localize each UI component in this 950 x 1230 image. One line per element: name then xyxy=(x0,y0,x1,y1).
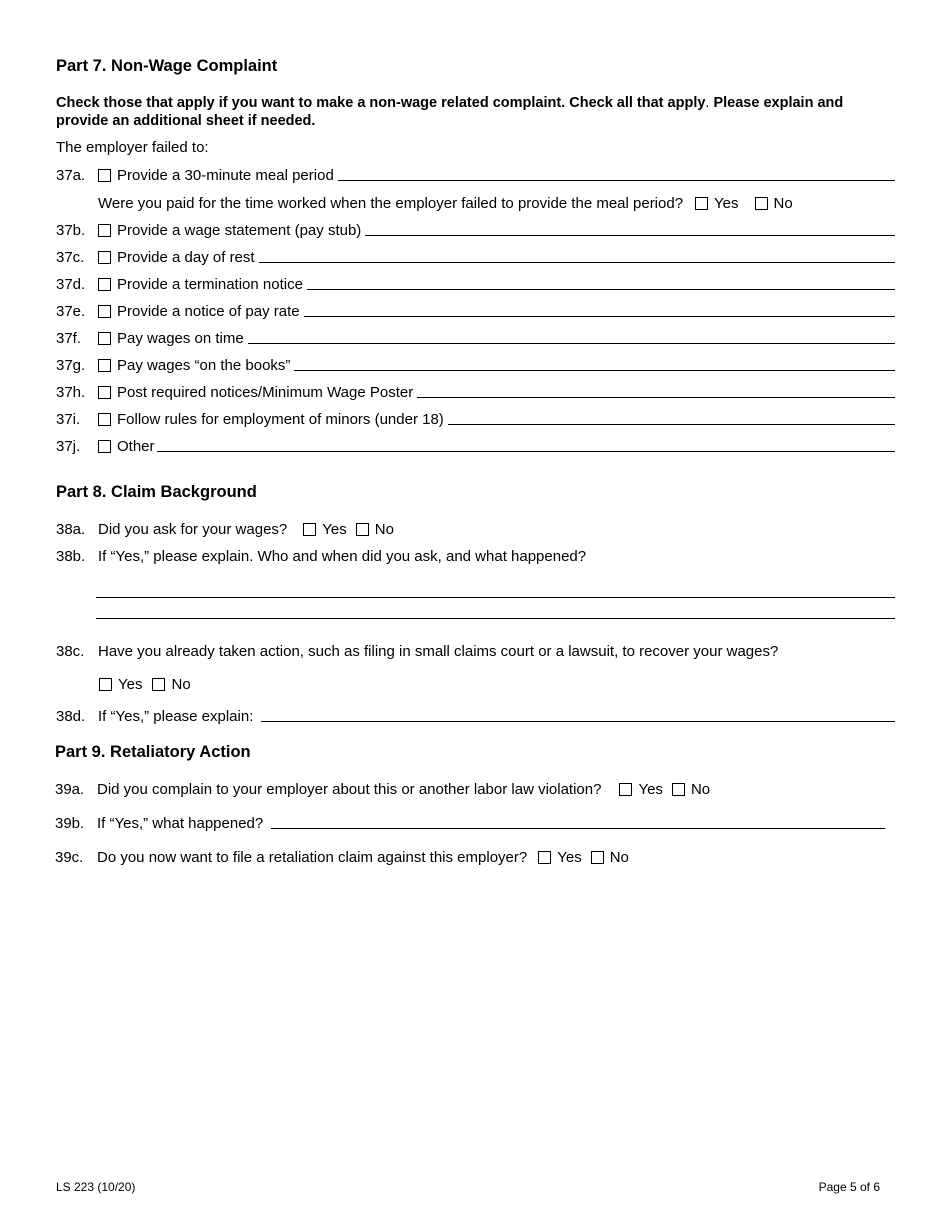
question-number: 38c. xyxy=(56,643,85,660)
question-39c-no[interactable] xyxy=(591,849,629,866)
item-37i-explanation-line[interactable] xyxy=(448,424,895,425)
question-38a-yes[interactable] xyxy=(303,521,346,538)
question-39a-text: Did you complain to your employer about this or another labor law violation? xyxy=(97,781,602,798)
question-38c-no[interactable] xyxy=(152,676,190,693)
question-38d xyxy=(56,705,895,725)
question-39c-yes-checkbox[interactable] xyxy=(538,851,551,864)
item-37h-checkbox[interactable] xyxy=(98,386,111,399)
no-label: No xyxy=(773,195,793,212)
item-number: 37c. xyxy=(56,249,85,266)
item-37e-explanation-line[interactable] xyxy=(304,316,895,317)
item-37e xyxy=(56,300,895,320)
item-37j-explanation-line[interactable] xyxy=(157,451,895,452)
question-38a-no[interactable] xyxy=(356,521,394,538)
item-label: Provide a day of rest xyxy=(117,249,255,266)
item-number: 37i. xyxy=(56,411,81,428)
item-label: Provide a termination notice xyxy=(117,276,303,293)
question-number: 38d. xyxy=(56,708,86,725)
item-label: Pay wages on time xyxy=(117,330,244,347)
item-label: Provide a notice of pay rate xyxy=(117,303,300,320)
item-label: Provide a wage statement (pay stub) xyxy=(117,222,362,239)
item-label: Follow rules for employment of minors (under 18) xyxy=(117,411,444,428)
item-label: Other xyxy=(117,438,155,455)
no-label: No xyxy=(690,781,711,798)
question-38b-answer-line-1[interactable] xyxy=(96,597,895,598)
item-number: 37a. xyxy=(56,167,86,184)
item-number: 37e. xyxy=(56,303,86,320)
item-37g-checkbox[interactable] xyxy=(98,359,111,372)
part7-instructions xyxy=(56,94,896,130)
item-37g-explanation-line[interactable] xyxy=(294,370,895,371)
yes-label: Yes xyxy=(638,781,663,798)
meal-followup-yes-checkbox[interactable] xyxy=(695,197,708,210)
page-number: Page 5 of 6 xyxy=(818,1180,880,1194)
question-38b-answer-line-2[interactable] xyxy=(96,618,895,619)
meal-followup-no-checkbox[interactable] xyxy=(755,197,768,210)
question-38a-no-checkbox[interactable] xyxy=(356,523,369,536)
question-38c-yes-checkbox[interactable] xyxy=(99,678,112,691)
part7-intro: The employer failed to: xyxy=(56,139,209,156)
instructions-part-b: Please explain and provide an additional sheet if needed. xyxy=(56,95,844,129)
meal-followup-no[interactable] xyxy=(755,195,793,212)
question-39b-text: If “Yes,” what happened? xyxy=(97,815,264,832)
question-39b xyxy=(55,812,885,832)
question-number: 38b. xyxy=(56,548,86,565)
item-number: 37j. xyxy=(56,438,81,455)
item-label: Pay wages “on the books” xyxy=(117,357,291,374)
question-38c-yes[interactable] xyxy=(99,676,142,693)
question-number: 38a. xyxy=(56,521,86,538)
yes-label: Yes xyxy=(557,849,582,866)
question-38a xyxy=(56,518,394,538)
meal-followup-question: Were you paid for the time worked when the employer failed to provide the meal period? xyxy=(98,195,684,212)
question-38c-text: Have you already taken action, such as filing in small claims court or a lawsuit, to recover your wages? xyxy=(98,643,779,660)
item-number: 37d. xyxy=(56,276,86,293)
item-37j xyxy=(56,435,895,455)
question-38c xyxy=(56,640,778,660)
item-number: 37g. xyxy=(56,357,86,374)
item-label: Post required notices/Minimum Wage Poster xyxy=(117,384,414,401)
question-38b xyxy=(56,545,586,565)
question-39a-no[interactable] xyxy=(672,781,710,798)
instructions-dot: . xyxy=(705,95,710,111)
question-38d-text: If “Yes,” please explain: xyxy=(98,708,254,725)
item-37i-checkbox[interactable] xyxy=(98,413,111,426)
item-37c xyxy=(56,246,895,266)
part8-heading: Part 8. Claim Background xyxy=(56,483,257,501)
question-number: 39c. xyxy=(55,849,84,866)
item-37j-checkbox[interactable] xyxy=(98,440,111,453)
meal-followup-yes[interactable] xyxy=(695,195,738,212)
question-38c-no-checkbox[interactable] xyxy=(152,678,165,691)
yes-label: Yes xyxy=(322,521,347,538)
item-number: 37h. xyxy=(56,384,86,401)
question-39c xyxy=(55,846,629,866)
question-39a xyxy=(55,778,710,798)
item-37c-explanation-line[interactable] xyxy=(259,262,895,263)
item-37d-explanation-line[interactable] xyxy=(307,289,895,290)
item-37a xyxy=(56,164,895,184)
item-number: 37b. xyxy=(56,222,86,239)
yes-label: Yes xyxy=(118,676,143,693)
question-38c-options xyxy=(99,673,191,693)
no-label: No xyxy=(374,521,394,538)
item-37i xyxy=(56,408,895,428)
no-label: No xyxy=(609,849,629,866)
question-39c-no-checkbox[interactable] xyxy=(591,851,604,864)
item-37h-explanation-line[interactable] xyxy=(417,397,895,398)
question-39a-no-checkbox[interactable] xyxy=(672,783,685,796)
question-38a-text: Did you ask for your wages? xyxy=(98,521,288,538)
form-id: LS 223 (10/20) xyxy=(56,1180,136,1194)
item-37c-checkbox[interactable] xyxy=(98,251,111,264)
item-37f-checkbox[interactable] xyxy=(98,332,111,345)
item-37e-checkbox[interactable] xyxy=(98,305,111,318)
item-37d xyxy=(56,273,895,293)
question-38d-answer-line[interactable] xyxy=(261,721,895,722)
question-39c-text: Do you now want to file a retaliation claim against this employer? xyxy=(97,849,528,866)
part9-heading: Part 9. Retaliatory Action xyxy=(55,743,251,761)
item-37b-checkbox[interactable] xyxy=(98,224,111,237)
item-number: 37f. xyxy=(56,330,82,347)
item-37a-explanation-line[interactable] xyxy=(338,180,895,181)
instructions-part-a: Check those that apply if you want to make a non-wage related complaint. Check all that apply xyxy=(56,95,706,111)
item-37f xyxy=(56,327,895,347)
item-37b xyxy=(56,219,895,239)
question-38a-yes-checkbox[interactable] xyxy=(303,523,316,536)
item-37d-checkbox[interactable] xyxy=(98,278,111,291)
item-37f-explanation-line[interactable] xyxy=(248,343,895,344)
no-label: No xyxy=(171,676,191,693)
item-37h xyxy=(56,381,895,401)
question-39a-yes[interactable] xyxy=(619,781,662,798)
item-label: Provide a 30-minute meal period xyxy=(117,167,334,184)
question-39b-answer-line[interactable] xyxy=(271,828,885,829)
question-38b-text: If “Yes,” please explain. Who and when did you ask, and what happened? xyxy=(98,548,587,565)
part7-heading: Part 7. Non-Wage Complaint xyxy=(56,57,278,75)
item-37g xyxy=(56,354,895,374)
question-number: 39b. xyxy=(55,815,85,832)
yes-label: Yes xyxy=(714,195,739,212)
question-39a-yes-checkbox[interactable] xyxy=(619,783,632,796)
question-number: 39a. xyxy=(55,781,85,798)
item-37a-checkbox[interactable] xyxy=(98,169,111,182)
item-37b-explanation-line[interactable] xyxy=(365,235,895,236)
meal-followup-row xyxy=(98,192,793,212)
question-39c-yes[interactable] xyxy=(538,849,581,866)
